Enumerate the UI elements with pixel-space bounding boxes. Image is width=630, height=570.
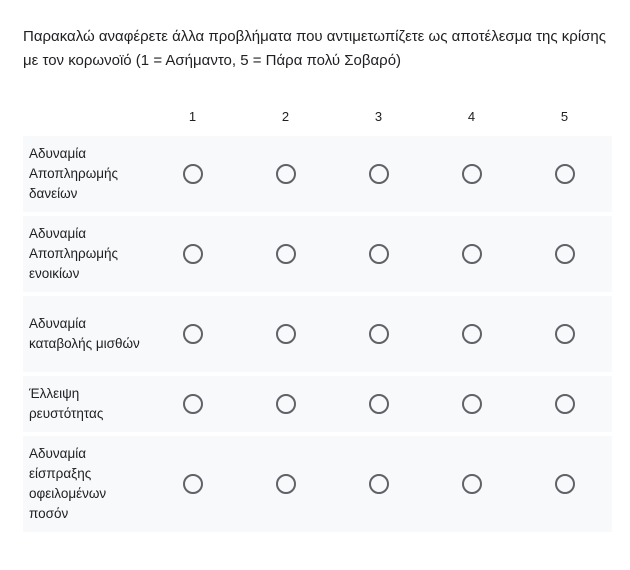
cell bbox=[146, 244, 239, 264]
cell bbox=[425, 324, 518, 344]
grid-header-row bbox=[23, 96, 612, 136]
question-title: Παρακαλώ αναφέρετε άλλα προβλήματα που αντιμετωπίζετε ως αποτέλεσμα της κρίσης με τον κορωνοϊό (1 = Ασήμαντο, 5 = Πάρα πολύ Σοβαρό) bbox=[23, 28, 606, 69]
cell bbox=[425, 244, 518, 264]
radio-button-row1-col2[interactable] bbox=[276, 164, 296, 184]
row-label: Αδυναμία Αποπληρωμής δανείων bbox=[29, 146, 119, 201]
cell bbox=[518, 164, 611, 184]
cell bbox=[146, 474, 239, 494]
cell bbox=[332, 394, 425, 414]
radio-button-row3-col4[interactable] bbox=[462, 324, 482, 344]
radio-button-row2-col3[interactable] bbox=[369, 244, 389, 264]
cell bbox=[332, 324, 425, 344]
cell bbox=[425, 164, 518, 184]
radio-button-row4-col3[interactable] bbox=[369, 394, 389, 414]
radio-button-row5-col4[interactable] bbox=[462, 474, 482, 494]
grid-row-loan-repayment bbox=[23, 136, 612, 212]
radio-button-row4-col5[interactable] bbox=[555, 394, 575, 414]
cell bbox=[332, 164, 425, 184]
radio-button-row5-col5[interactable] bbox=[555, 474, 575, 494]
row-label: Αδυναμία είσπραξης οφειλομένων ποσόν bbox=[29, 446, 107, 521]
radio-button-row2-col5[interactable] bbox=[555, 244, 575, 264]
cell bbox=[239, 324, 332, 344]
radio-button-row3-col2[interactable] bbox=[276, 324, 296, 344]
column-header-3: 3 bbox=[374, 108, 383, 124]
cell bbox=[239, 244, 332, 264]
row-label: Αδυναμία Αποπληρωμής ενοικίων bbox=[29, 226, 119, 281]
cell bbox=[146, 394, 239, 414]
grid-row-debt-collection bbox=[23, 436, 612, 532]
radio-button-row2-col4[interactable] bbox=[462, 244, 482, 264]
radio-button-row2-col2[interactable] bbox=[276, 244, 296, 264]
cell bbox=[518, 244, 611, 264]
radio-button-row5-col3[interactable] bbox=[369, 474, 389, 494]
cell bbox=[518, 474, 611, 494]
cell bbox=[518, 394, 611, 414]
radio-button-row1-col5[interactable] bbox=[555, 164, 575, 184]
column-header-5: 5 bbox=[560, 108, 569, 124]
row-label: Αδυναμία καταβολής μισθών bbox=[29, 316, 140, 351]
cell bbox=[146, 164, 239, 184]
grid-row-rent-repayment bbox=[23, 216, 612, 292]
cell bbox=[332, 474, 425, 494]
radio-button-row1-col3[interactable] bbox=[369, 164, 389, 184]
column-header-4: 4 bbox=[467, 108, 476, 124]
cell bbox=[332, 244, 425, 264]
grid-row-liquidity bbox=[23, 376, 612, 432]
radio-button-row1-col4[interactable] bbox=[462, 164, 482, 184]
radio-button-row1-col1[interactable] bbox=[183, 164, 203, 184]
radio-button-row4-col1[interactable] bbox=[183, 394, 203, 414]
column-header-2: 2 bbox=[281, 108, 290, 124]
cell bbox=[239, 164, 332, 184]
cell bbox=[518, 324, 611, 344]
cell bbox=[239, 394, 332, 414]
radio-button-row4-col2[interactable] bbox=[276, 394, 296, 414]
radio-button-row5-col1[interactable] bbox=[183, 474, 203, 494]
cell bbox=[239, 474, 332, 494]
radio-button-row3-col3[interactable] bbox=[369, 324, 389, 344]
cell bbox=[146, 324, 239, 344]
cell bbox=[425, 394, 518, 414]
row-label: Έλλειψη ρευστότητας bbox=[29, 386, 104, 421]
radio-button-row5-col2[interactable] bbox=[276, 474, 296, 494]
radio-button-row2-col1[interactable] bbox=[183, 244, 203, 264]
grid-row-salary-payment bbox=[23, 296, 612, 372]
column-header-1: 1 bbox=[188, 108, 197, 124]
radio-button-row4-col4[interactable] bbox=[462, 394, 482, 414]
cell bbox=[425, 474, 518, 494]
radio-button-row3-col1[interactable] bbox=[183, 324, 203, 344]
rating-grid bbox=[23, 96, 612, 536]
radio-button-row3-col5[interactable] bbox=[555, 324, 575, 344]
